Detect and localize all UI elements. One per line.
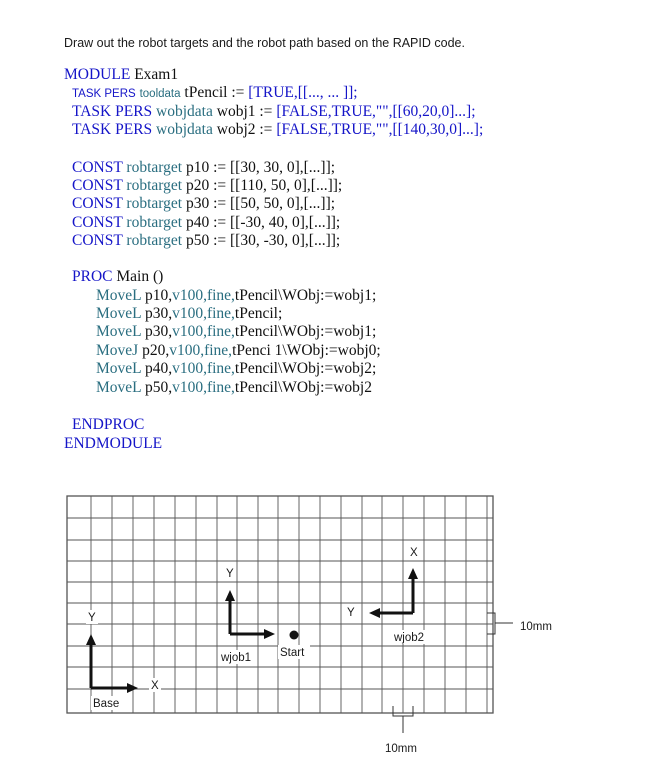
move-tail: tPencil;: [234, 305, 283, 322]
move-instr: MoveL: [96, 323, 142, 340]
proc-name: Main (): [116, 268, 164, 285]
wobj2-value: [FALSE,TRUE,"",[[140,30,0]...];: [276, 121, 484, 138]
target-value: p20 := [[110, 50, 0],[...]];: [185, 177, 343, 194]
move-point: p40,: [144, 360, 173, 377]
wobj1-keyword: TASK PERS: [72, 103, 153, 120]
target-value: p10 := [[30, 30, 0],[...]];: [185, 159, 336, 176]
target-keyword: CONST: [72, 195, 123, 212]
tooldata-name: tPencil :=: [184, 84, 249, 101]
target-keyword: CONST: [72, 214, 123, 231]
move-instr: MoveJ: [96, 342, 139, 359]
move-speed: v100,fine,: [169, 342, 233, 359]
target-type: robtarget: [126, 177, 183, 194]
target-type: robtarget: [126, 195, 183, 212]
target-value: p30 := [[50, 50, 0],[...]];: [185, 195, 336, 212]
target-keyword: CONST: [72, 232, 123, 249]
endmodule-keyword: ENDMODULE: [64, 435, 163, 452]
tooldata-value: [TRUE,[[..., ... ]];: [248, 84, 358, 101]
move-instr: MoveL: [96, 360, 142, 377]
move-tail: tPencil\WObj:=wobj1;: [234, 323, 377, 340]
base-x-label: X: [151, 680, 159, 692]
move-speed: v100,fine,: [172, 287, 235, 304]
move-point: p20,: [142, 342, 170, 359]
move-speed: v100,fine,: [172, 323, 235, 340]
tooldata-keyword: TASK PERS: [72, 88, 136, 100]
wjob2-label: wjob2: [394, 632, 425, 644]
move-point: p10,: [144, 287, 173, 304]
tooldata-type: tooldata: [139, 88, 181, 100]
wjob1-y-label: Y: [226, 568, 234, 580]
start-label: Start: [280, 647, 305, 659]
module-name: Exam1: [134, 66, 179, 83]
target-keyword: CONST: [72, 177, 123, 194]
wobj2-keyword: TASK PERS: [72, 121, 153, 138]
move-instr: MoveL: [96, 305, 142, 322]
move-instr: MoveL: [96, 379, 142, 396]
target-value: p40 := [[-30, 40, 0],[...]];: [185, 214, 341, 231]
target-type: robtarget: [126, 214, 183, 231]
target-type: robtarget: [126, 232, 183, 249]
move-speed: v100,fine,: [172, 379, 235, 396]
move-speed: v100,fine,: [172, 305, 235, 322]
move-tail: tPencil\WObj:=wobj1;: [234, 287, 377, 304]
endproc-keyword: ENDPROC: [72, 416, 145, 433]
target-type: robtarget: [126, 159, 183, 176]
module-keyword: MODULE: [64, 66, 131, 83]
grid-border: [67, 496, 493, 713]
wjob1-label: wjob1: [221, 652, 252, 664]
wobj2-type: wobjdata: [156, 121, 213, 138]
wobj1-type: wobjdata: [156, 103, 213, 120]
wobj1-value: [FALSE,TRUE,"",[[60,20,0]...];: [276, 103, 476, 120]
base-label: Base: [93, 698, 120, 710]
move-instr: MoveL: [96, 287, 142, 304]
dim-bottom-label: 10mm: [385, 743, 417, 755]
target-keyword: CONST: [72, 159, 123, 176]
move-tail: tPencil\WObj:=wobj2: [234, 379, 372, 396]
move-point: p30,: [144, 323, 173, 340]
question-text: Draw out the robot targets and the robot path based on the RAPID code.: [64, 36, 465, 50]
base-y-label: Y: [88, 612, 96, 624]
move-tail: tPencil\WObj:=wobj2;: [234, 360, 377, 377]
move-point: p50,: [144, 379, 173, 396]
wjob2-x-label: X: [410, 547, 418, 559]
move-point: p30,: [144, 305, 173, 322]
start-point: [290, 631, 299, 640]
proc-keyword: PROC: [72, 268, 113, 285]
move-tail: tPenci 1\WObj:=wobj0;: [232, 342, 381, 359]
wobj2-name: wobj2 :=: [216, 121, 277, 138]
target-value: p50 := [[30, -30, 0],[...]];: [185, 232, 341, 249]
wjob2-y-label: Y: [347, 607, 355, 619]
dim-right-label: 10mm: [520, 621, 552, 633]
wobj1-name: wobj1 :=: [216, 103, 277, 120]
move-speed: v100,fine,: [172, 360, 235, 377]
